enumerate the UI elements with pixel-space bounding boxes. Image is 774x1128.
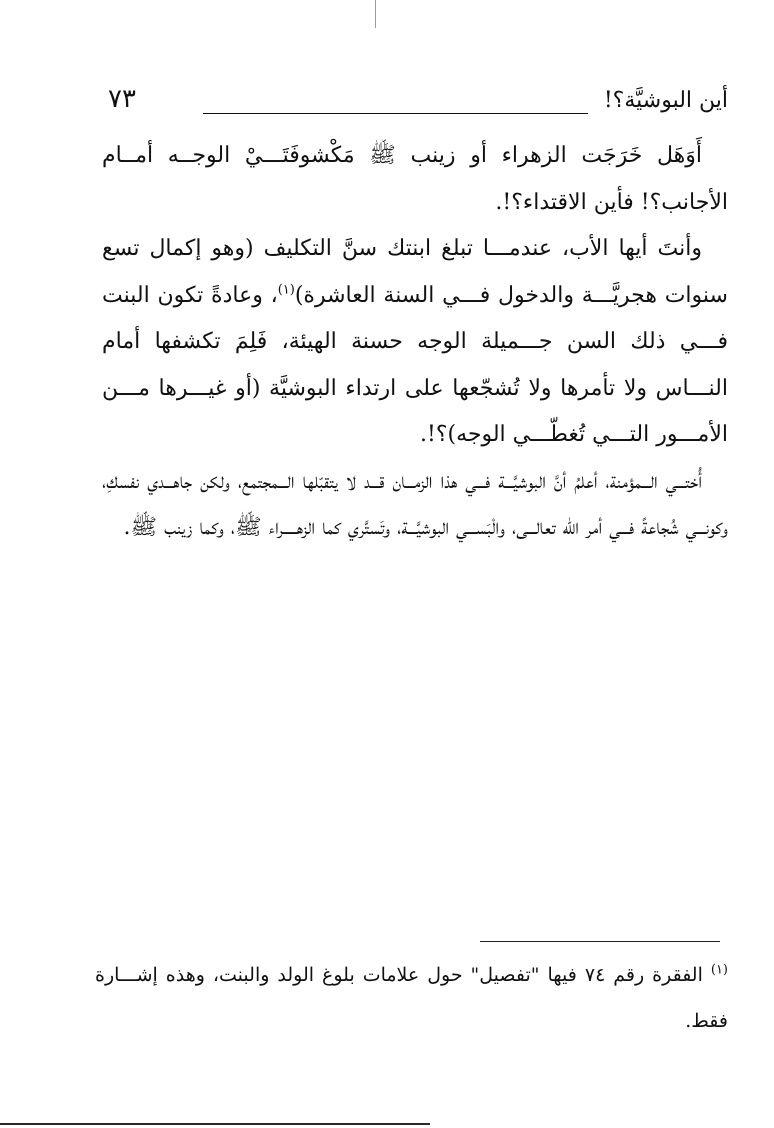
page-number: ٧٣ — [108, 84, 136, 114]
header-rule — [203, 113, 588, 114]
running-header — [108, 84, 728, 124]
paragraph-2-part-2: ، وعادةً تكون البنت فـــي ذلك السن جـــميلة الوجه حسنة الهيئة، فَلِمَ تكشفها أمام النـــاس ولا تأمرها ولا تُشجّعها على ارتداء البوشيَّة (أو غيـــرها مـــن الأمـــور التـــي تُغطّـــي الوجه)؟!. — [102, 282, 728, 447]
footnote-body: الفقرة رقم ٧٤ فيها "تفصيل" حول علامات بلوغ الولد والبنت، وهذه إشـــارة فقط. — [95, 964, 728, 1032]
paragraph-2-part-1: وأنتَ أيها الأب، عندمـــا تبلغ ابنتك سنَّ التكليف (وهو إكمال تسع سنوات هجريَّـــة والدخول فـــي السنة العاشرة) — [102, 236, 728, 308]
scan-edge-mark — [375, 0, 376, 28]
paragraph-2 — [102, 226, 728, 459]
footnote-reference: (١) — [277, 282, 295, 298]
main-text — [102, 133, 728, 552]
paragraph-3: أُختـــي الـــمؤمنة، أعلمُ أنَّ البوشيَّـــة فـــي هذا الزمـــان قـــد لا يتقبّلها الـــمجتمع، ولكن جاهـــدي نفسكِ، وكونـــي شُجاعةً فـــي أمر الله تعالـــى، والْبَســـي البوشيَّـــة، وتَستَّري كما الزهـــــراء ﷺ، وكما زينب ﷺ. — [102, 468, 728, 540]
paragraph-1: أَوَهَل خَرَجَت الزهراء أو زينب ﷺ مَكْشوفَتَـــيْ الوجــه أمــام الأجانب؟! فأين الاقتداء؟!. — [102, 143, 728, 215]
footnote-separator — [480, 941, 720, 942]
footnote-marker: (١) — [710, 962, 728, 978]
footnote — [95, 952, 728, 1044]
scan-bottom-edge — [0, 1123, 430, 1125]
footnote-text — [95, 952, 728, 1044]
running-title: أين البوشيَّة؟! — [603, 88, 728, 113]
